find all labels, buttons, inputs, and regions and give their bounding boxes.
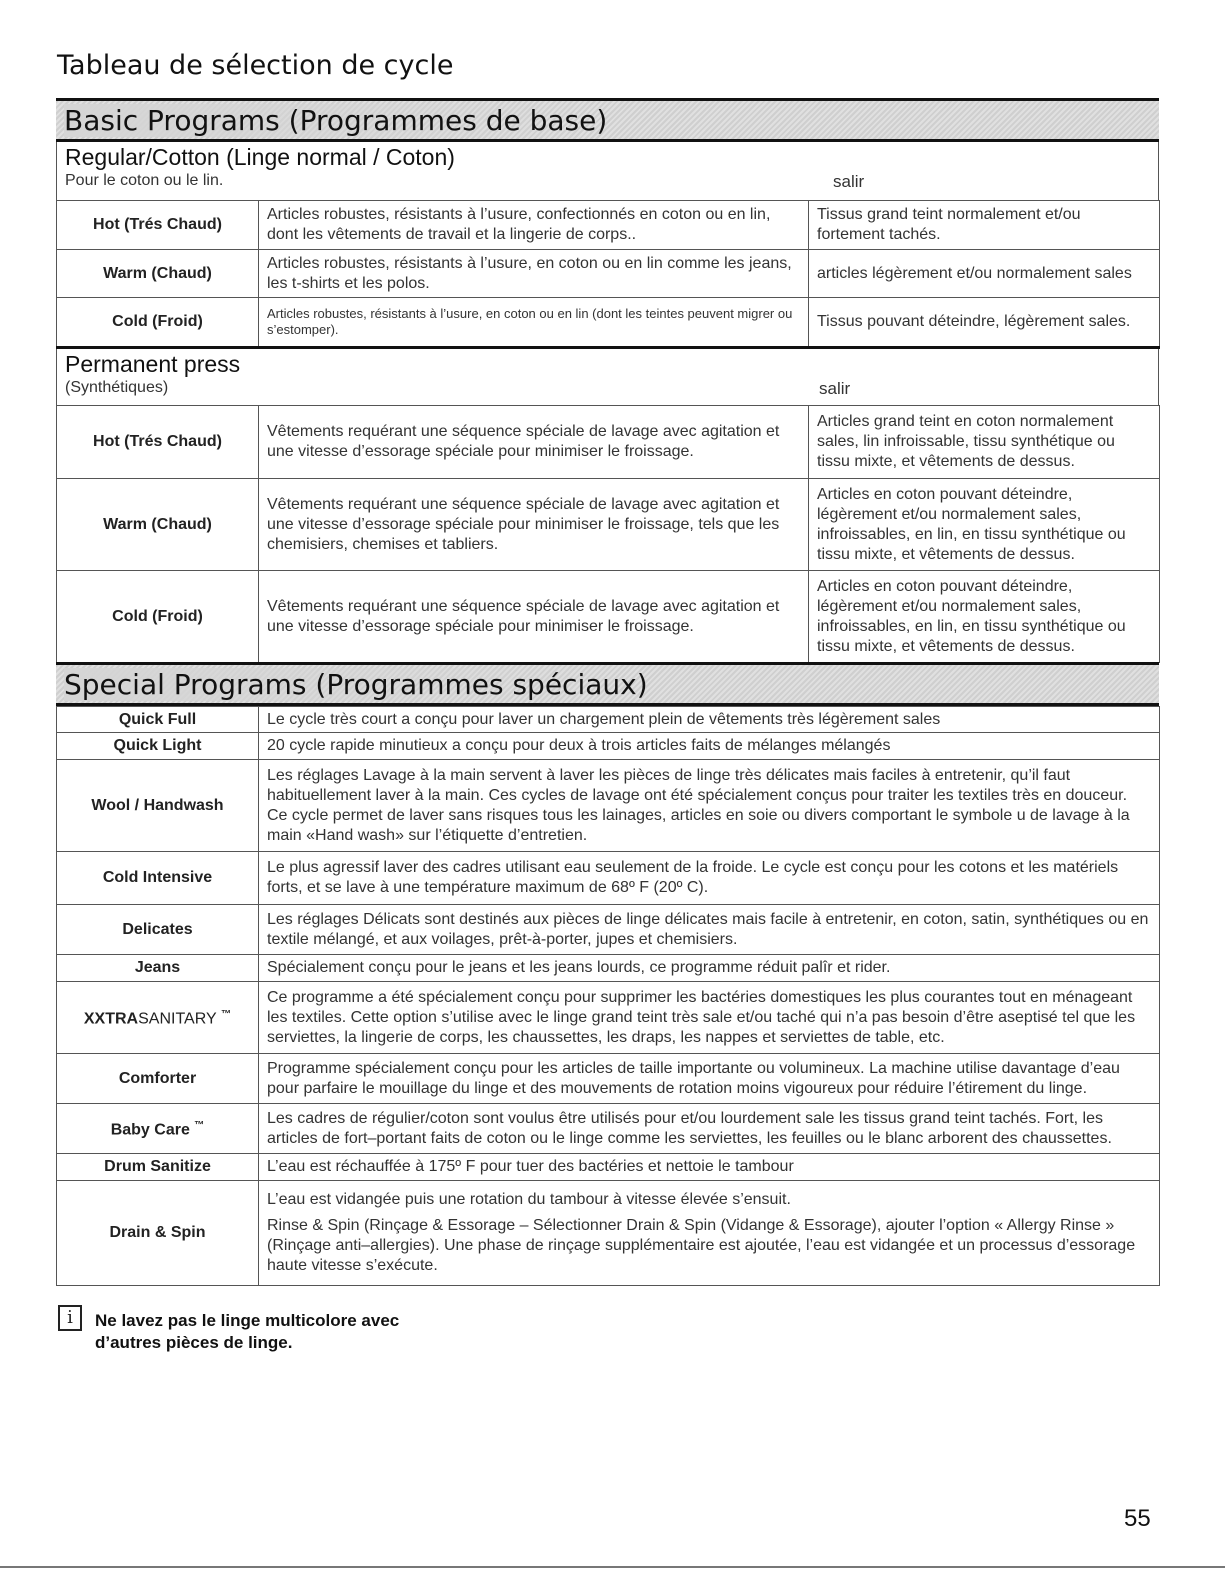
- fabric-description: Vêtements requérant une séquence spéciale de lavage avec agitation et une vitesse d’essorage spéciale pour minimiser le froissage.: [259, 406, 809, 479]
- table-row: [57, 201, 1160, 250]
- program-description: Le cycle très court a conçu pour laver un chargement plein de vêtements très légèrement sales: [259, 707, 1160, 733]
- trademark-mark: ™: [221, 1009, 232, 1021]
- soil-description: Tissus pouvant déteindre, légèrement sales.: [809, 298, 1160, 348]
- fabric-description: Vêtements requérant une séquence spéciale de lavage avec agitation et une vitesse d’essorage spéciale pour minimiser le froissage.: [259, 571, 809, 663]
- permanent-press-title: Permanent press: [65, 351, 241, 377]
- program-label: Drum Sanitize: [57, 1154, 259, 1181]
- special-programs-band: [56, 662, 1159, 706]
- program-description: Programme spécialement conçu pour les articles de taille importante ou volumineux. La machine utilise davantage d’eau pour parfaire le mouillage du linge et des mouvements de rotation moins vigoureux pour réduire l’étirement du linge.: [259, 1054, 1160, 1104]
- permanent-press-subtitle: (Synthétiques): [65, 379, 169, 396]
- special-programs-heading: Special Programs (Programmes spéciaux): [64, 668, 648, 701]
- program-description: Les cadres de régulier/coton sont voulus être utilisés pour et/ou lourdement sale les tissus grand teint tachés. Fort, les articles de fort–portant faits de coton ou le linge comme les serviettes, les feuilles ou le blanc arborent des chaussettes.: [259, 1104, 1160, 1154]
- program-label-bold: XXTRA: [83, 1010, 139, 1028]
- program-label-text: Baby Care: [110, 1121, 190, 1139]
- program-label: Quick Light: [57, 733, 259, 760]
- temp-label: Cold (Froid): [57, 571, 259, 663]
- fabric-description: Vêtements requérant une séquence spéciale de lavage avec agitation et une vitesse d’essorage spéciale pour minimiser le froissage, tels que les chemisiers, chemises et tabliers.: [259, 479, 809, 571]
- info-icon: i: [58, 1305, 82, 1331]
- program-description-line: Rinse & Spin (Rinçage & Essorage – Sélectionner Drain & Spin (Vidange & Essorage), ajouter l’option « Allergy Rinse » (Rinçage anti–allergies). Une phase de rinçage supplémentaire est ajoutée, l’eau est vidangée et un processus d’essorage haute vitesse s’exécute.: [267, 1217, 1136, 1274]
- temp-label: Hot (Trés Chaud): [57, 406, 259, 479]
- temp-label: Hot (Trés Chaud): [57, 201, 259, 250]
- soil-description: articles légèrement et/ou normalement sales: [809, 250, 1160, 298]
- program-description: L’eau est réchauffée à 175º F pour tuer des bactéries et nettoie le tambour: [259, 1154, 1160, 1181]
- program-label: [57, 982, 259, 1054]
- basic-programs-heading: Basic Programs (Programmes de base): [64, 104, 608, 137]
- table-row: [57, 250, 1160, 298]
- program-description: Ce programme a été spécialement conçu pour supprimer les bactéries domestiques les plus courantes tout en ménageant les textiles. Cette option s’utilise avec le linge grand teint très sale et/ou taché qui n’a pas besoin d’être aseptisé tel que les serviettes, la lingerie de corps, les chaussettes, les draps, les nappes et serviettes de table, etc.: [259, 982, 1160, 1054]
- basic-programs-band: [56, 98, 1159, 142]
- soil-description: Tissus grand teint normalement et/ou fortement tachés.: [809, 201, 1160, 250]
- trademark-mark: ™: [194, 1120, 205, 1132]
- program-label: Cold Intensive: [57, 852, 259, 905]
- table-row: [57, 733, 1160, 760]
- fabric-description: Articles robustes, résistants à l’usure, en coton ou en lin comme les jeans, les t-shirts et les polos.: [259, 250, 809, 298]
- program-description-line: L’eau est vidangée puis une rotation du tambour à vitesse élevée s’ensuit.: [267, 1191, 791, 1208]
- program-description: Spécialement conçu pour le jeans et les jeans lourds, ce programme réduit palîr et rider.: [259, 955, 1160, 982]
- program-description: Le plus agressif laver des cadres utilisant eau seulement de la froide. Le cycle est conçu pour les cotons et les matériels forts, et se lave à une température maximum de 68º F (20º C).: [259, 852, 1160, 905]
- fabric-description: Articles robustes, résistants à l’usure, en coton ou en lin (dont les teintes peuvent migrer ou s’estomper).: [259, 298, 809, 348]
- program-label: Comforter: [57, 1054, 259, 1104]
- program-description: 20 cycle rapide minutieux a conçu pour deux à trois articles faits de mélanges mélangés: [259, 733, 1160, 760]
- temp-label: Warm (Chaud): [57, 479, 259, 571]
- bottom-rule: [0, 1566, 1225, 1568]
- temp-label: Warm (Chaud): [57, 250, 259, 298]
- regular-cotton-table: [56, 200, 1160, 349]
- table-row: [57, 298, 1160, 348]
- program-label: Delicates: [57, 905, 259, 955]
- fabric-description: Articles robustes, résistants à l’usure, confectionnés en coton ou en lin, dont les vêtements de travail et la lingerie de corps..: [259, 201, 809, 250]
- soil-description: Articles en coton pouvant déteindre, légèrement et/ou normalement sales, infroissables, en lin, en tissu synthétique ou tissu mixte, et vêtements de dessus.: [809, 479, 1160, 571]
- table-row: [57, 707, 1160, 733]
- program-label: Jeans: [57, 955, 259, 982]
- program-description: Les réglages Délicats sont destinés aux pièces de linge délicates mais facile à entretenir, en coton, satin, synthétiques ou en textile mélangé, et aux voilages, prêt-à-porter, jupes et chemisiers.: [259, 905, 1160, 955]
- program-description: [259, 1181, 1160, 1286]
- info-note: Ne lavez pas le linge multicolore avec d’autres pièces de linge.: [95, 1311, 400, 1352]
- temp-label: Cold (Froid): [57, 298, 259, 348]
- table-row: [57, 406, 1160, 479]
- program-label: Wool / Handwash: [57, 760, 259, 852]
- page-number: 55: [1124, 1505, 1151, 1532]
- table-row: [57, 1054, 1160, 1104]
- table-row: [57, 760, 1160, 852]
- table-row: [57, 905, 1160, 955]
- program-label: Drain & Spin: [57, 1181, 259, 1286]
- program-label-rest: SANITARY: [138, 1010, 217, 1028]
- regular-cotton-subtitle: Pour le coton ou le lin.: [65, 172, 224, 189]
- program-label: [57, 1104, 259, 1154]
- permanent-press-salir: salir: [819, 379, 851, 398]
- special-programs-table: [56, 706, 1160, 1286]
- regular-cotton-header: [56, 142, 1159, 200]
- program-description: Les réglages Lavage à la main servent à laver les pièces de linge très délicates mais faciles à entretenir, qu’il faut habituellement laver à la main. Ces cycles de lavage ont été spécialement conçus pour traiter les textiles très en douceur. Ce cycle permet de laver sans risques tous les lainages, articles en soie ou divers comportant le symbole u de lavage à la main «Hand wash» sur l’étiquette d’entretien.: [259, 760, 1160, 852]
- table-row: [57, 479, 1160, 571]
- regular-cotton-salir: salir: [833, 172, 865, 191]
- table-row: [57, 982, 1160, 1054]
- permanent-press-header: [56, 349, 1159, 405]
- table-row: [57, 1104, 1160, 1154]
- soil-description: Articles grand teint en coton normalement sales, lin infroissable, tissu synthétique ou tissu mixte, et vêtements de dessus.: [809, 406, 1160, 479]
- page-title: Tableau de sélection de cycle: [57, 50, 454, 81]
- table-row: [57, 1154, 1160, 1181]
- program-label: Quick Full: [57, 707, 259, 733]
- table-row: [57, 571, 1160, 663]
- regular-cotton-title: Regular/Cotton (Linge normal / Coton): [65, 144, 455, 170]
- permanent-press-table: [56, 405, 1160, 663]
- table-row: [57, 1181, 1160, 1286]
- soil-description: Articles en coton pouvant déteindre, légèrement et/ou normalement sales, infroissables, en lin, en tissu synthétique ou tissu mixte, et vêtements de dessus.: [809, 571, 1160, 663]
- table-row: [57, 955, 1160, 982]
- table-row: [57, 852, 1160, 905]
